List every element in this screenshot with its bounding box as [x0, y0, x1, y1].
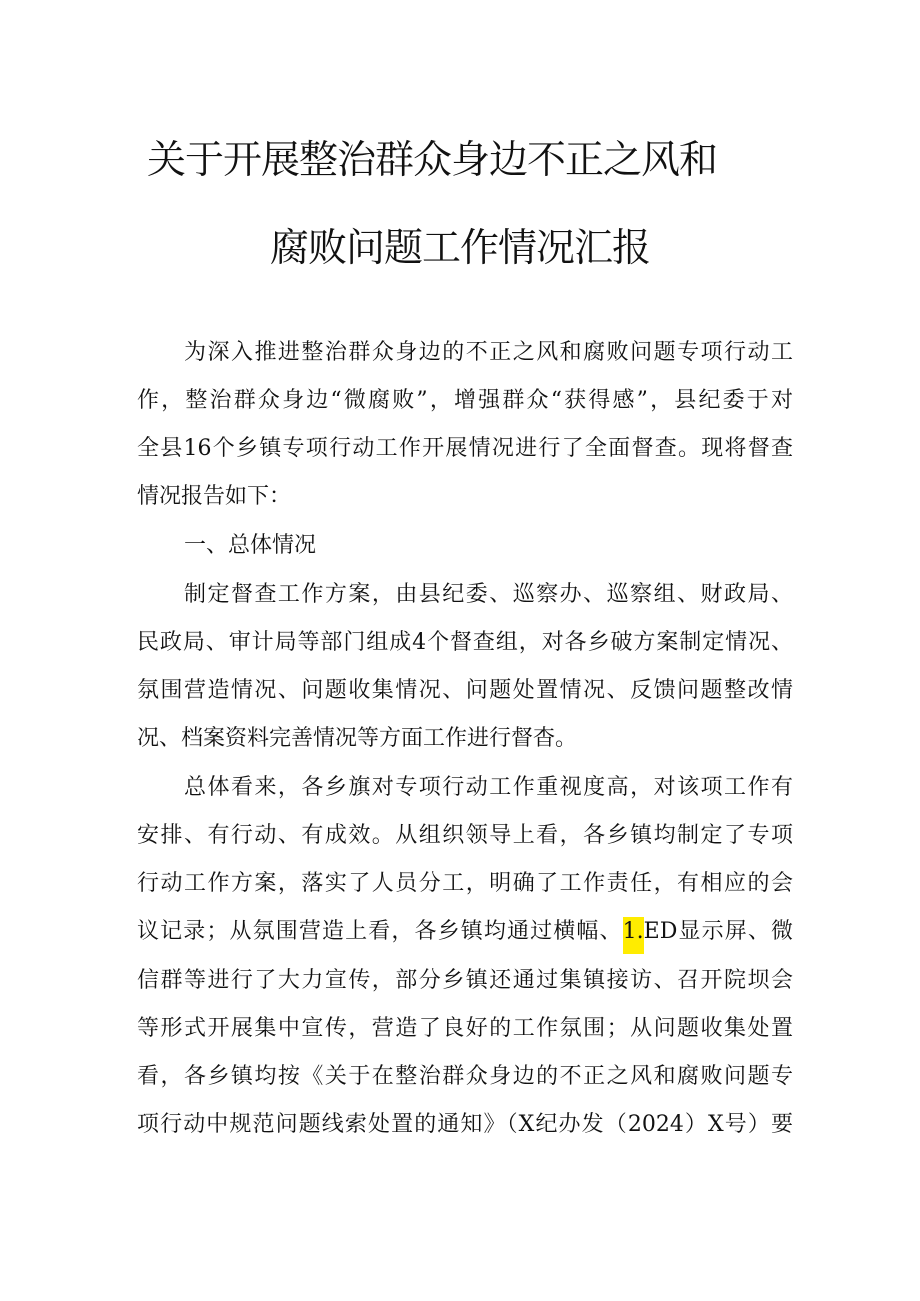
paragraph-1-line-1: 为深入推进整治群众身边的不正之风和腐败问题专项行动工 — [184, 340, 793, 365]
paragraph-1-line-2: 作，整治群众身边“微腐败”，增强群众“获得感”，县纪委于对 — [137, 388, 793, 413]
document-title-line-2: 腐败问题工作情况汇报 — [270, 226, 651, 271]
paragraph-3-line-7: 看，各乡镇均按《关于在整治群众身边的不正之风和腐败问题专 — [137, 1064, 793, 1089]
paragraph-2-line-4: 况、档案资料完善情况等方面工作进行督杳。 — [137, 726, 578, 751]
document-title-line-1: 关于开展整治群众身边不正之风和 — [147, 138, 718, 183]
paragraph-2-line-2: 民政局、审计局等部门组成4个督查组，对各乡破方案制定情况、 — [137, 630, 793, 655]
highlighted-text: 1. — [623, 917, 644, 954]
paragraph-1-line-3: 全县16个乡镇专项行动工作开展情况进行了全面督查。现将督查 — [137, 436, 793, 461]
section-heading-overall: 一、总体情况 — [184, 533, 317, 558]
paragraph-3-line-4-text: 议记录；从氛围营造上看，各乡镇均通过横幅、 — [137, 919, 623, 944]
paragraph-1-line-4: 情况报告如下： — [137, 484, 292, 509]
paragraph-2-line-3: 氛围营造情况、问题收集情况、问题处置情况、反馈问题整改情 — [137, 678, 793, 703]
paragraph-3-line-6: 等形式开展集中宣传，营造了良好的工作氛围；从问题收集处置 — [137, 1016, 793, 1041]
paragraph-3-line-5: 信群等进行了大力宣传，部分乡镇还通过集镇接访、召开院坝会 — [137, 968, 793, 993]
paragraph-3-line-3: 行动工作方案，落实了人员分工，明确了工作责任，有相应的会 — [137, 871, 793, 896]
paragraph-3-line-2: 安排、有行动、有成效。从组织领导上看，各乡镇均制定了专项 — [137, 823, 793, 848]
paragraph-2-line-1: 制定督查工作方案，由县纪委、巡察办、巡察组、财政局、 — [184, 582, 793, 607]
paragraph-3-line-1: 总体看来，各乡旗对专项行动工作重视度高，对该项工作有 — [184, 775, 793, 800]
paragraph-3-line-4-tail: ED显示屏、微 — [643, 919, 793, 944]
paragraph-3-line-4 — [137, 921, 793, 943]
paragraph-3-line-8: 项行动中规范问题线索处置的通知》（X纪办发（2024）X号）要 — [137, 1112, 793, 1137]
